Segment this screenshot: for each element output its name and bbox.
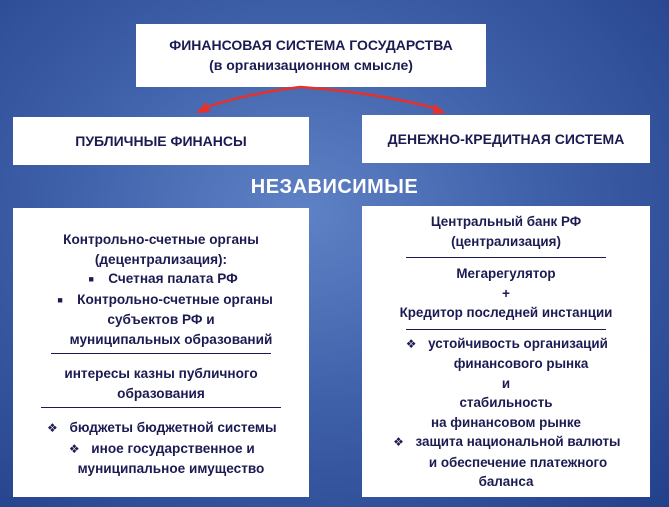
list-item: ❖ защита национальной валюты [362, 432, 650, 453]
public-finance-box [13, 117, 309, 165]
left-line: муниципальное имущество [77, 461, 265, 476]
list-item: ❖ иное государственное и [13, 439, 309, 460]
separator-line [406, 329, 606, 330]
root-subtitle: (в организационном смысле) [209, 57, 413, 73]
separator-line [406, 257, 606, 258]
diamond-bullet-icon: ❖ [68, 441, 80, 456]
left-arrowhead-icon [196, 102, 210, 113]
square-bullet-icon: ■ [88, 274, 94, 284]
right-line: Центральный банк РФ [430, 214, 582, 229]
right-line: баланса [478, 474, 534, 489]
left-line: субъектов РФ и [107, 312, 215, 327]
right-line: Кредитор последней инстанции [399, 305, 613, 320]
monetary-system-header: ДЕНЕЖНО-КРЕДИТНАЯ СИСТЕМА [387, 131, 625, 147]
right-line: стабильность [459, 395, 553, 410]
list-item: ❖ бюджеты бюджетной системы [13, 418, 309, 439]
monetary-system-details [362, 206, 650, 497]
right-arrowhead-icon [433, 104, 446, 114]
right-line: (централизация) [451, 233, 561, 249]
right-line: Мегарегулятор [456, 266, 556, 281]
list-item: ■ Счетная палата РФ [13, 269, 309, 290]
left-line: интересы казны публичного [64, 366, 258, 381]
square-bullet-icon: ■ [57, 294, 63, 305]
list-item: ■ Контрольно-счетные органы [13, 290, 309, 311]
left-arrow-icon [205, 87, 300, 108]
diamond-bullet-icon: ❖ [47, 421, 58, 435]
diamond-bullet-icon: ❖ [405, 336, 417, 351]
right-line: на финансовом рынке [431, 414, 581, 430]
list-item: ❖ устойчивость организаций [362, 334, 650, 355]
right-line: и [501, 375, 511, 391]
right-arrow-icon [300, 87, 438, 109]
left-line: (децентрализация): [94, 251, 228, 267]
root-title: ФИНАНСОВАЯ СИСТЕМА ГОСУДАРСТВА [169, 37, 453, 53]
monetary-system-box [362, 115, 650, 163]
public-finance-details [13, 208, 309, 497]
right-line: + [502, 285, 510, 301]
independent-label: НЕЗАВИСИМЫЕ [250, 176, 419, 198]
left-line: муниципальных образований [69, 331, 273, 347]
separator-line [41, 407, 281, 408]
diamond-bullet-icon: ❖ [393, 435, 404, 449]
public-finance-header: ПУБЛИЧНЫЕ ФИНАНСЫ [75, 133, 247, 149]
left-line: образования [117, 385, 205, 401]
left-line: Контрольно-счетные органы [63, 232, 259, 247]
right-line: и обеспечение платежного [428, 454, 608, 470]
right-line: финансового рынка [453, 356, 589, 371]
separator-line [51, 353, 271, 354]
